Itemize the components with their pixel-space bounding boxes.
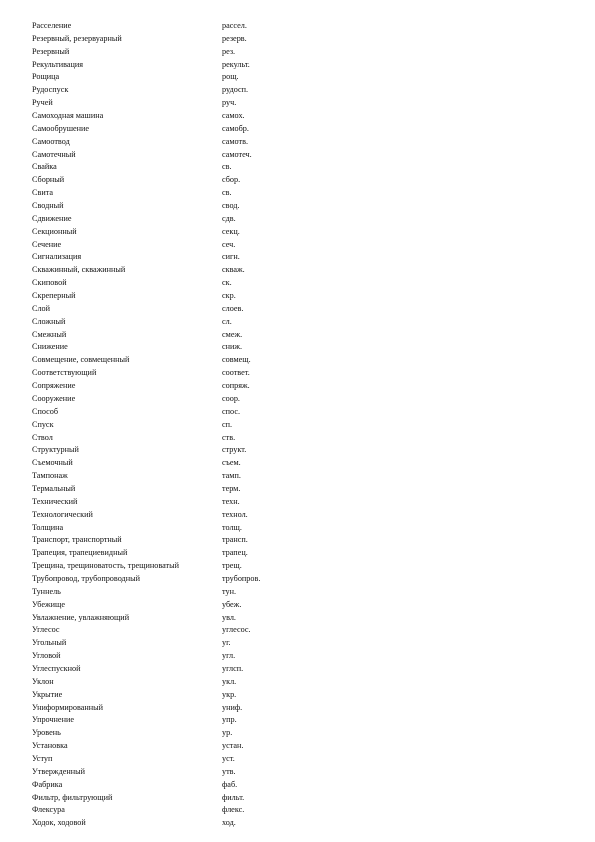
table-row — [32, 393, 572, 406]
table-row — [32, 136, 572, 149]
abbreviation-cell: терм. — [222, 483, 241, 493]
term-cell: Самотечный — [32, 149, 76, 159]
table-row — [32, 432, 572, 445]
table-row — [32, 676, 572, 689]
table-row — [32, 406, 572, 419]
term-cell: Свайка — [32, 162, 57, 172]
term-cell: Снижение — [32, 342, 68, 352]
term-cell: Спуск — [32, 419, 54, 429]
term-cell: Самоходная машина — [32, 111, 104, 121]
term-cell: Сопряжение — [32, 381, 76, 391]
term-cell: Флексура — [32, 805, 65, 815]
table-row — [32, 624, 572, 637]
table-row — [32, 59, 572, 72]
table-row — [32, 612, 572, 625]
term-cell: Резервный — [32, 46, 70, 56]
table-row — [32, 689, 572, 702]
abbreviation-cell: трансп. — [222, 535, 248, 545]
abbreviation-cell: совмещ. — [222, 355, 251, 365]
abbreviation-cell: ств. — [222, 432, 236, 442]
table-row — [32, 599, 572, 612]
abbreviation-cell: флекс. — [222, 805, 245, 815]
table-row — [32, 71, 572, 84]
abbreviation-cell: трубопров. — [222, 573, 261, 583]
abbreviation-cell: рез. — [222, 46, 236, 56]
table-row — [32, 33, 572, 46]
table-row — [32, 20, 572, 33]
term-cell: Тампонаж — [32, 471, 68, 481]
term-cell: Рощица — [32, 72, 60, 82]
table-row — [32, 290, 572, 303]
term-cell: Скреперный — [32, 291, 76, 301]
term-cell: Ручей — [32, 98, 53, 108]
abbreviation-cell: технол. — [222, 509, 248, 519]
table-row — [32, 702, 572, 715]
abbreviation-cell: рощ. — [222, 72, 239, 82]
table-row — [32, 97, 572, 110]
term-cell: Сборный — [32, 175, 65, 185]
table-row — [32, 264, 572, 277]
abbreviation-cell: сдв. — [222, 213, 236, 223]
abbreviation-cell: самох. — [222, 111, 245, 121]
table-row — [32, 303, 572, 316]
table-row — [32, 149, 572, 162]
term-cell: Самоотвод — [32, 136, 70, 146]
term-cell: Уровень — [32, 728, 61, 738]
table-row — [32, 316, 572, 329]
abbreviation-cell: ск. — [222, 278, 232, 288]
term-cell: Убежище — [32, 599, 65, 609]
term-cell: Туннель — [32, 586, 61, 596]
table-row — [32, 380, 572, 393]
term-cell: Укрытие — [32, 689, 63, 699]
table-row — [32, 187, 572, 200]
abbreviation-cell: техн. — [222, 496, 240, 506]
abbreviation-cell: увл. — [222, 612, 236, 622]
table-row — [32, 714, 572, 727]
table-row — [32, 522, 572, 535]
abbreviation-cell: укр. — [222, 689, 237, 699]
term-cell: Рудоспуск — [32, 85, 69, 95]
abbreviation-cell: рекульт. — [222, 59, 250, 69]
abbreviation-cell: углесос. — [222, 625, 251, 635]
term-cell: Сооружение — [32, 393, 76, 403]
abbreviation-cell: фильт. — [222, 792, 245, 802]
term-cell: Структурный — [32, 445, 79, 455]
table-row — [32, 727, 572, 740]
term-cell: Трапеция, трапециевидный — [32, 548, 128, 558]
abbreviation-cell: спос. — [222, 406, 240, 416]
term-cell: Угловой — [32, 651, 61, 661]
term-cell: Технологический — [32, 509, 93, 519]
table-row — [32, 496, 572, 509]
abbreviation-cell: угл. — [222, 651, 236, 661]
table-row — [32, 277, 572, 290]
term-cell: Уступ — [32, 753, 53, 763]
abbreviation-cell: структ. — [222, 445, 247, 455]
abbreviation-cell: резерв. — [222, 33, 247, 43]
abbreviation-cell: трапец. — [222, 548, 248, 558]
abbreviation-cell: устан. — [222, 741, 244, 751]
abbreviation-cell: сп. — [222, 419, 233, 429]
term-cell: Сложный — [32, 316, 66, 326]
term-cell: Рекультивация — [32, 59, 84, 69]
table-row — [32, 46, 572, 59]
abbreviation-cell: уг. — [222, 638, 231, 648]
table-row — [32, 239, 572, 252]
table-row — [32, 123, 572, 136]
table-row — [32, 753, 572, 766]
table-row — [32, 354, 572, 367]
table-row — [32, 586, 572, 599]
abbreviation-cell: фаб. — [222, 779, 238, 789]
term-cell: Резервный, резервуарный — [32, 33, 122, 43]
abbreviation-cell: тамп. — [222, 471, 241, 481]
term-cell: Слой — [32, 303, 51, 313]
table-row — [32, 792, 572, 805]
abbreviation-cell: скваж. — [222, 265, 245, 275]
term-cell: Трубопровод, трубопроводный — [32, 573, 140, 583]
term-cell: Толщина — [32, 522, 64, 532]
abbreviation-cell: ход. — [222, 818, 236, 828]
table-row — [32, 547, 572, 560]
abbreviation-cell: упр. — [222, 715, 237, 725]
term-cell: Ходок, ходовой — [32, 818, 86, 828]
table-row — [32, 213, 572, 226]
abbreviation-cell: уст. — [222, 753, 235, 763]
table-row — [32, 470, 572, 483]
term-cell: Уклон — [32, 676, 54, 686]
abbreviation-cell: сниж. — [222, 342, 243, 352]
term-cell: Свита — [32, 188, 54, 198]
table-row — [32, 110, 572, 123]
abbreviation-cell: свод. — [222, 201, 240, 211]
abbreviation-cell: сбор. — [222, 175, 241, 185]
abbreviation-cell: св. — [222, 162, 232, 172]
abbreviation-cell: самотв. — [222, 136, 249, 146]
term-cell: Ствол — [32, 432, 53, 442]
table-row — [32, 637, 572, 650]
term-cell: Соответствующий — [32, 368, 97, 378]
abbreviation-cell: соор. — [222, 393, 240, 403]
abbreviation-cell: сигн. — [222, 252, 240, 262]
table-row — [32, 817, 572, 830]
term-cell: Съемочный — [32, 458, 73, 468]
term-cell: Угольный — [32, 638, 67, 648]
term-cell: Установка — [32, 741, 68, 751]
abbreviation-cell: рассел. — [222, 21, 247, 30]
abbreviation-cell: укл. — [222, 676, 237, 686]
table-row — [32, 251, 572, 264]
table-row — [32, 766, 572, 779]
abbreviation-cell: скр. — [222, 291, 236, 301]
abbreviation-cell: св. — [222, 188, 232, 198]
abbreviation-cell: униф. — [222, 702, 243, 712]
term-cell: Сигнализация — [32, 252, 82, 262]
term-cell: Сечение — [32, 239, 62, 249]
table-row — [32, 804, 572, 817]
table-row — [32, 174, 572, 187]
term-cell: Смежный — [32, 329, 67, 339]
table-row — [32, 367, 572, 380]
term-cell: Термальный — [32, 483, 76, 493]
table-row — [32, 534, 572, 547]
term-cell: Сдвижение — [32, 213, 72, 223]
term-cell: Скиповой — [32, 278, 67, 288]
abbreviation-cell: самотеч. — [222, 149, 252, 159]
abbreviation-cell: слоев. — [222, 303, 244, 313]
abbreviation-cell: трещ. — [222, 561, 242, 571]
abbreviation-cell: углсп. — [222, 663, 244, 673]
term-cell: Способ — [32, 406, 59, 416]
abbreviation-cell: тун. — [222, 586, 236, 596]
table-row — [32, 560, 572, 573]
abbreviation-cell: руч. — [222, 98, 237, 108]
term-cell: Фабрика — [32, 779, 63, 789]
table-row — [32, 226, 572, 239]
term-cell: Трещина, трещиноватость, трещиноватый — [32, 561, 179, 571]
term-cell: Углесос — [32, 625, 60, 635]
term-cell: Технический — [32, 496, 78, 506]
abbreviation-cell: сопряж. — [222, 381, 250, 391]
abbreviation-cell: смеж. — [222, 329, 243, 339]
abbreviation-cell: сеч. — [222, 239, 236, 249]
abbreviation-cell: убеж. — [222, 599, 242, 609]
term-cell: Совмещение, совмещенный — [32, 355, 130, 365]
term-cell: Самообрушение — [32, 123, 90, 133]
term-cell: Сводный — [32, 201, 64, 211]
table-row — [32, 341, 572, 354]
table-row — [32, 779, 572, 792]
abbreviation-cell: съем. — [222, 458, 241, 468]
table-row — [32, 663, 572, 676]
term-cell: Скважинный, скважинный — [32, 265, 126, 275]
term-cell: Фильтр, фильтрующий — [32, 792, 113, 802]
abbreviation-cell: сл. — [222, 316, 232, 326]
term-cell: Расселение — [32, 21, 72, 30]
table-row — [32, 161, 572, 174]
abbreviation-cell: ур. — [222, 728, 233, 738]
abbreviation-cell: соответ. — [222, 368, 250, 378]
table-row — [32, 509, 572, 522]
term-cell: Углеспускной — [32, 663, 81, 673]
table-row — [32, 650, 572, 663]
term-cell: Секционный — [32, 226, 77, 236]
table-row — [32, 200, 572, 213]
table-row — [32, 457, 572, 470]
table-row — [32, 573, 572, 586]
abbreviation-cell: рудосп. — [222, 85, 249, 95]
table-row — [32, 483, 572, 496]
abbreviation-table — [32, 20, 572, 830]
abbreviation-cell: секц. — [222, 226, 240, 236]
table-row — [32, 84, 572, 97]
term-cell: Упрочнение — [32, 715, 74, 725]
term-cell: Транспорт, транспортный — [32, 535, 122, 545]
abbreviation-cell: утв. — [222, 766, 236, 776]
table-row — [32, 740, 572, 753]
table-row — [32, 329, 572, 342]
table-row — [32, 444, 572, 457]
term-cell: Униформированный — [32, 702, 103, 712]
abbreviation-cell: самобр. — [222, 123, 249, 133]
table-row — [32, 419, 572, 432]
abbreviation-cell: толщ. — [222, 522, 242, 532]
term-cell: Утвержденный — [32, 766, 86, 776]
term-cell: Увлажнение, увлажняющий — [32, 612, 130, 622]
